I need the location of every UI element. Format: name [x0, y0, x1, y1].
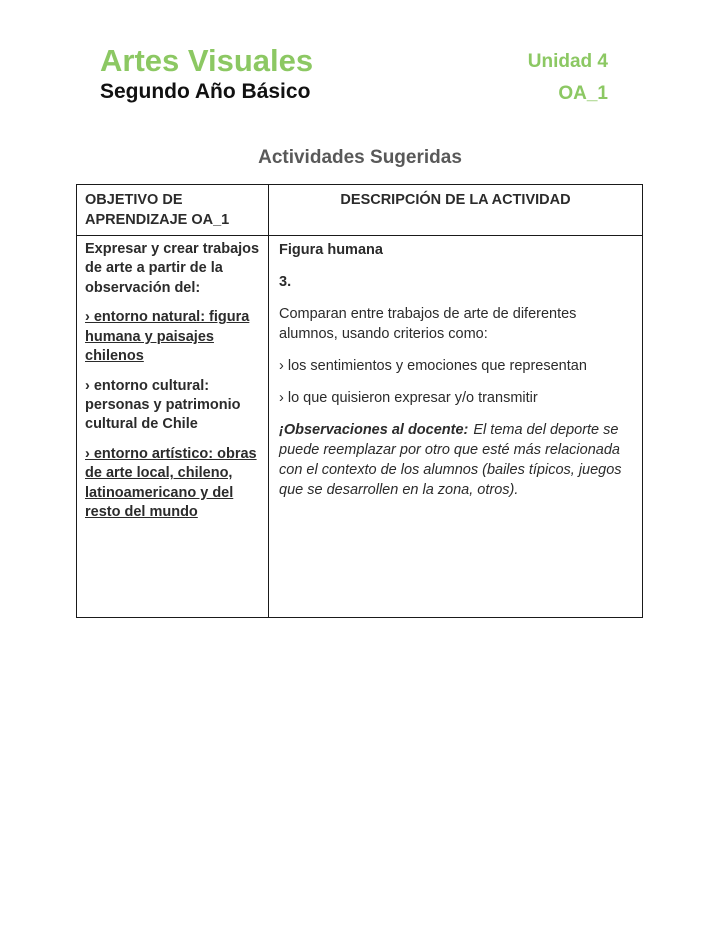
- objective-item-artistic: › entorno artístico: obras de arte local, chileno, latinoamericano y del resto del mundo: [85, 445, 257, 521]
- description-column-header: DESCRIPCIÓN DE LA ACTIVIDAD: [269, 185, 643, 236]
- page-title: Actividades Sugeridas: [258, 147, 462, 168]
- objective-item-cultural: › entorno cultural: personas y patrimonio cultural de Chile: [85, 377, 241, 433]
- header-left: [100, 44, 313, 103]
- activity-bullet: › lo que quisieron expresar y/o transmitir: [279, 390, 538, 406]
- objective-cell: [77, 236, 269, 618]
- objective-column-header: OBJETIVO DE APRENDIZAJE OA_1: [77, 185, 269, 236]
- teacher-note-label: ¡Observaciones al docente:: [279, 422, 469, 438]
- activity-description-cell: [269, 236, 643, 618]
- teacher-note: [279, 420, 632, 500]
- grade-subtitle: Segundo Año Básico: [100, 80, 311, 104]
- document-header: [100, 44, 608, 105]
- activity-intro: Comparan entre trabajos de arte de diferentes alumnos, usando criterios como:: [279, 306, 577, 342]
- activity-title: Figura humana: [279, 242, 383, 258]
- subject-title: Artes Visuales: [100, 43, 314, 78]
- table-header-row: [77, 185, 643, 236]
- activities-table: [76, 184, 643, 618]
- unit-label: Unidad 4: [527, 51, 608, 72]
- table-body-row: [77, 236, 643, 618]
- teacher-note-text: El tema del deporte se puede reemplazar por otro que esté más relacionada con el contexto de los alumnos (bailes típicos, juegos que se desarrollen en la zona, otros).: [279, 422, 622, 498]
- oa-label: OA_1: [558, 82, 608, 104]
- activity-number: 3.: [279, 274, 292, 290]
- header-right: [528, 44, 608, 105]
- activity-bullet: › los sentimientos y emociones que representan: [279, 358, 587, 374]
- objective-intro: Expresar y crear trabajos de arte a partir de la observación del:: [85, 241, 260, 296]
- objective-item-natural: › entorno natural: figura humana y paisajes chilenos: [85, 309, 250, 365]
